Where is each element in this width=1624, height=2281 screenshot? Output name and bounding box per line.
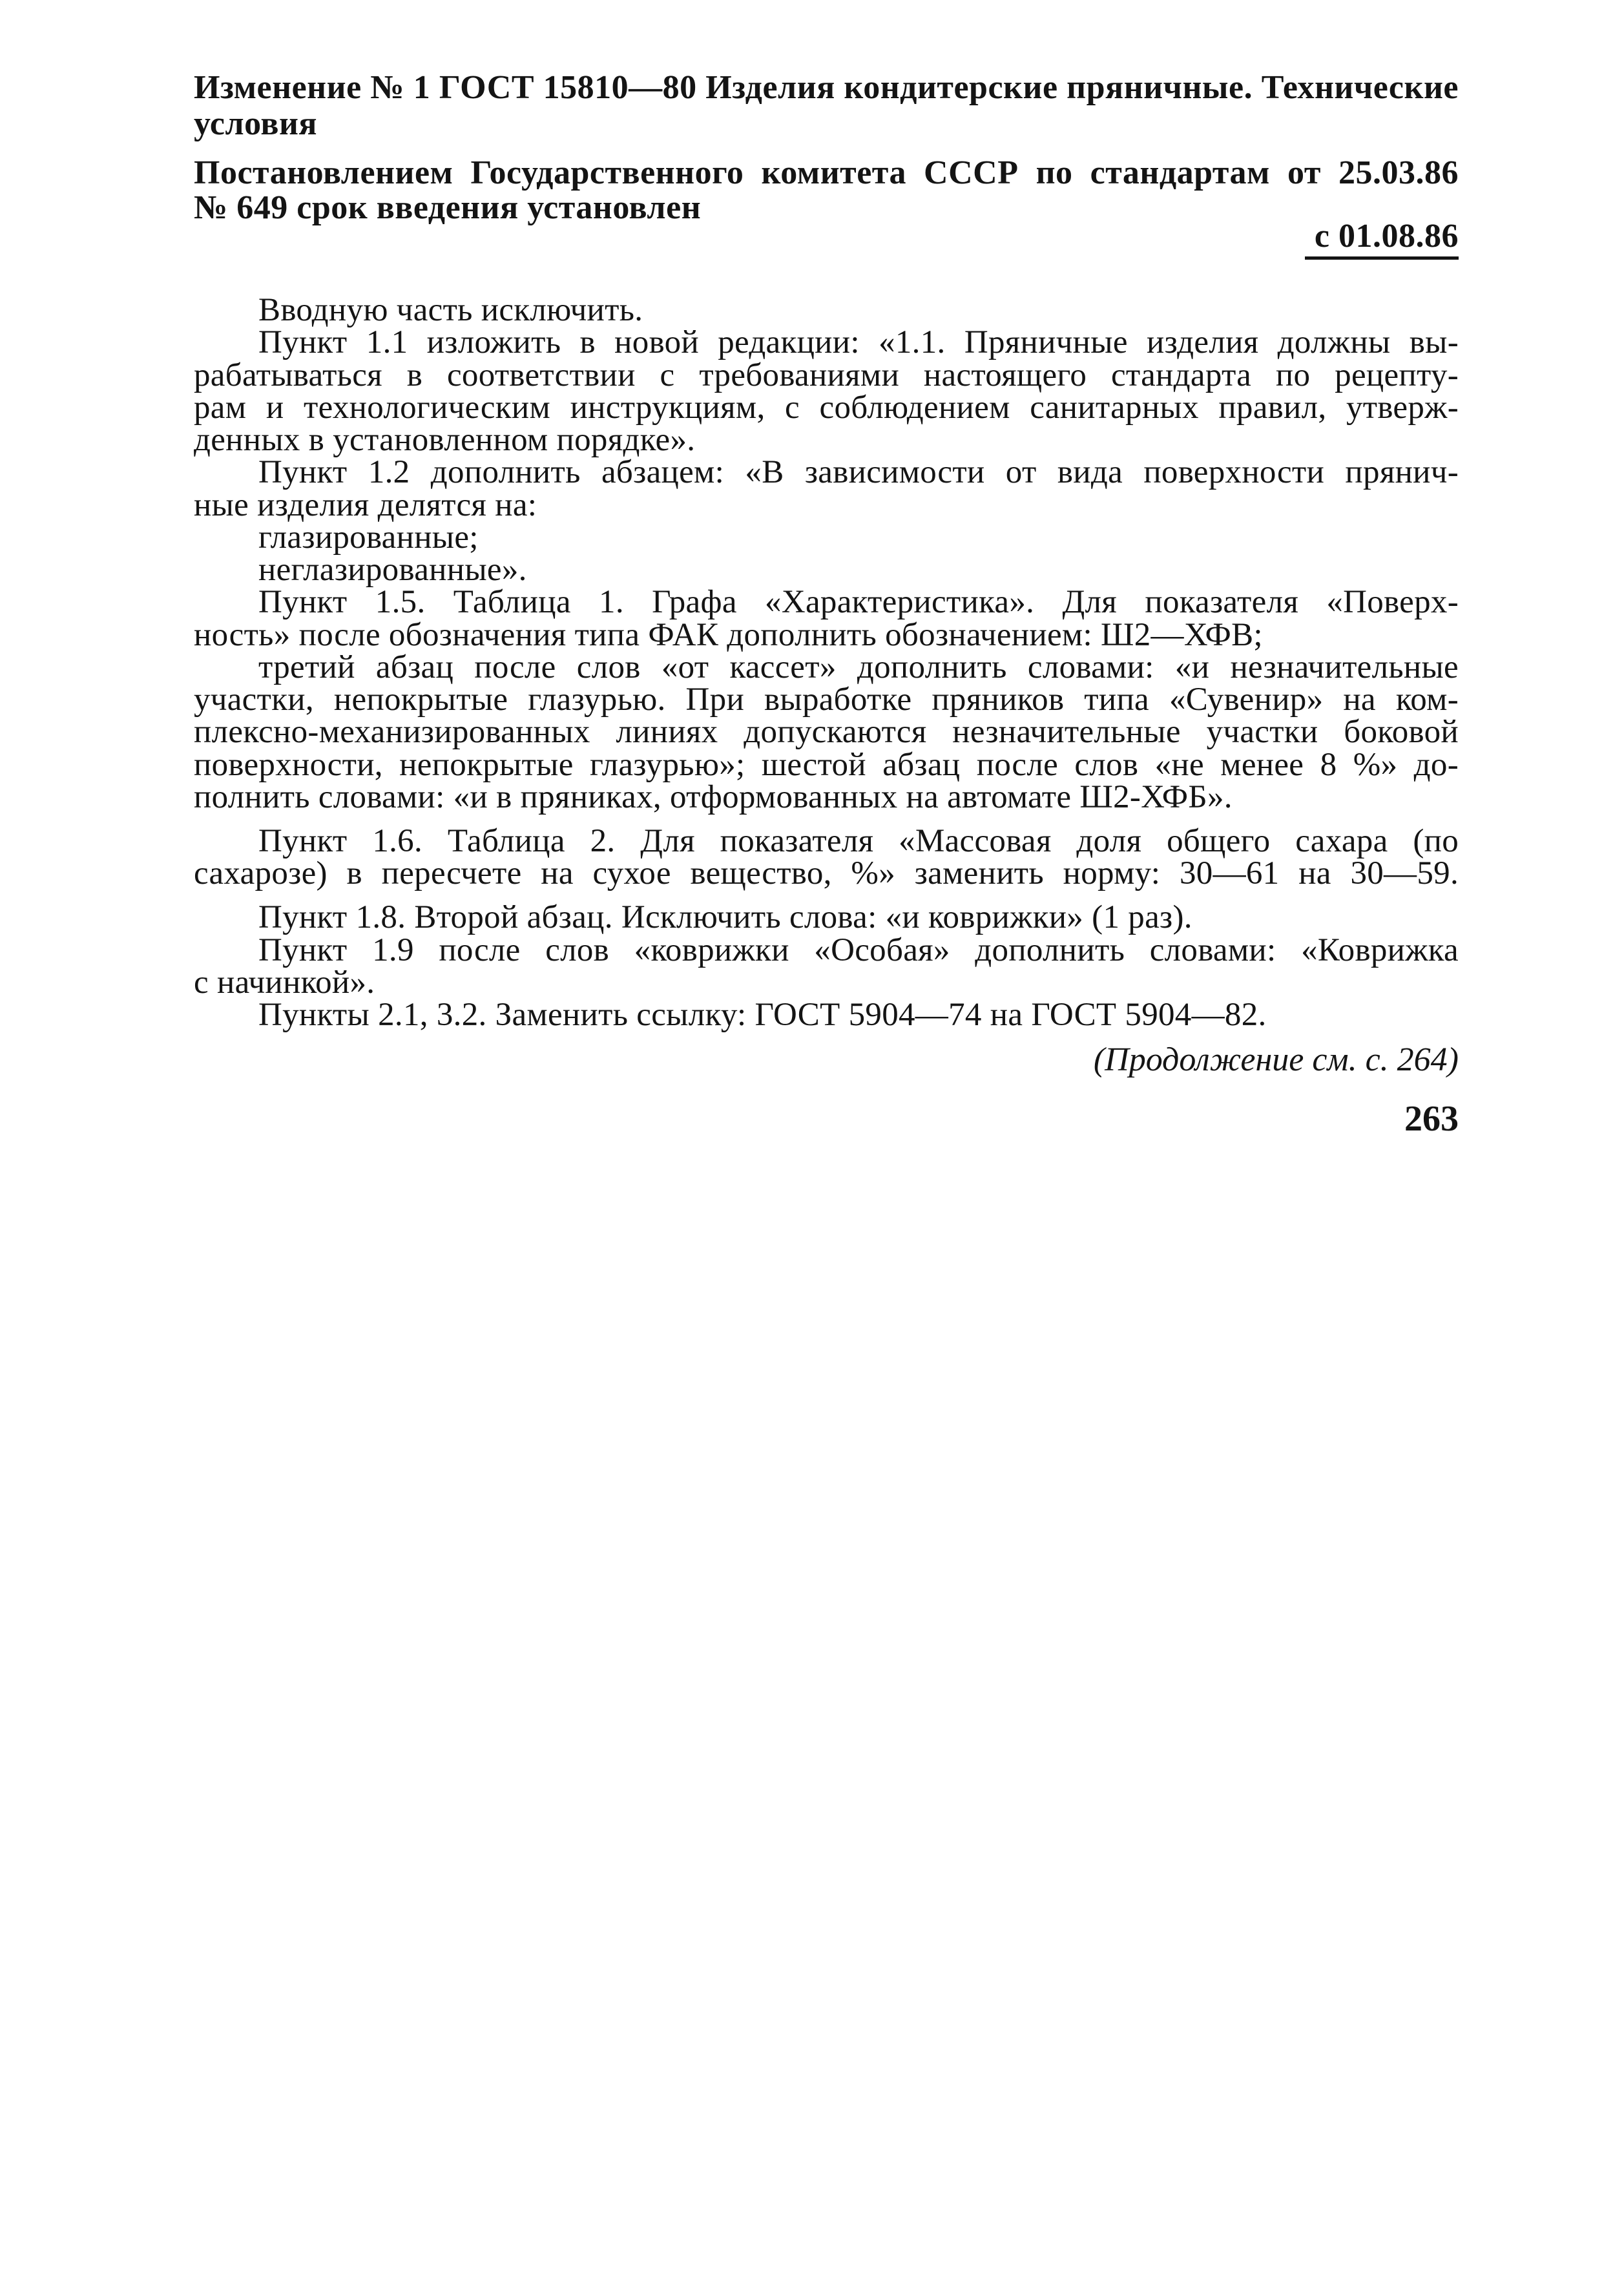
body-line: с начинкой». — [194, 964, 375, 1001]
effective-date: с 01.08.86 — [1314, 218, 1459, 255]
body-line: сахарозе) в пересчете на сухое вещество, %» заменить норму: 30—61 на 30—59. — [194, 855, 1459, 891]
body-line: Пункт 1.1 изложить в новой редакции: «1.1. Пряничные изделия должны вы- — [258, 324, 1459, 360]
body-line: Вводную часть исключить. — [258, 292, 643, 328]
body-line: Пункты 2.1, 3.2. Заменить ссылку: ГОСТ 5904—74 на ГОСТ 5904—82. — [258, 997, 1267, 1033]
body-line: Пункт 1.6. Таблица 2. Для показателя «Массовая доля общего сахара (по — [258, 823, 1459, 859]
continuation-note: (Продолжение см. с. 264) — [1093, 1041, 1459, 1078]
body-line: Пункт 1.5. Таблица 1. Графа «Характеристика». Для показателя «Поверх- — [258, 584, 1459, 620]
decree-line-1: Постановлением Государственного комитета СССР по стандартам от 25.03.86 — [194, 154, 1459, 191]
body-line: Пункт 1.2 дополнить абзацем: «В зависимости от вида поверхности прянич- — [258, 454, 1459, 490]
body-line: участки, непокрытые глазурью. При выработке пряников типа «Сувенир» на ком- — [194, 682, 1459, 718]
amendment-title-line-2: условия — [194, 105, 318, 142]
body-line: рам и технологическим инструкциям, с соблюдением санитарных правил, утверж- — [194, 390, 1459, 426]
body-line: глазированные; — [258, 519, 479, 556]
body-line: поверхности, непокрытые глазурью»; шестой абзац после слов «не менее 8 %» до- — [194, 747, 1459, 783]
body-line: полнить словами: «и в пряниках, отформованных на автомате Ш2-ХФБ». — [194, 779, 1233, 815]
body-line: ность» после обозначения типа ФАК дополнить обозначением: Ш2—ХФВ; — [194, 617, 1263, 653]
page-number: 263 — [1404, 1099, 1459, 1139]
body-line: неглазированные». — [258, 552, 527, 588]
body-line: плексно-механизированных линиях допускаются незначительные участки боковой — [194, 714, 1459, 750]
body-line: третий абзац после слов «от кассет» дополнить словами: «и незначительные — [258, 649, 1459, 685]
decree-line-2: № 649 срок введения установлен — [194, 189, 702, 226]
body-line: ные изделия делятся на: — [194, 487, 537, 523]
body-line: Пункт 1.9 после слов «коврижки «Особая» дополнить словами: «Коврижка — [258, 932, 1459, 968]
amendment-title-line-1: Изменение № 1 ГОСТ 15810—80 Изделия кондитерские пряничные. Технические — [194, 69, 1459, 106]
date-underline — [1305, 256, 1459, 260]
body-line: рабатываться в соответствии с требованиями настоящего стандарта по рецепту- — [194, 357, 1459, 393]
body-line: денных в установленном порядке». — [194, 422, 696, 458]
body-line: Пункт 1.8. Второй абзац. Исключить слова: «и коврижки» (1 раз). — [258, 899, 1192, 935]
